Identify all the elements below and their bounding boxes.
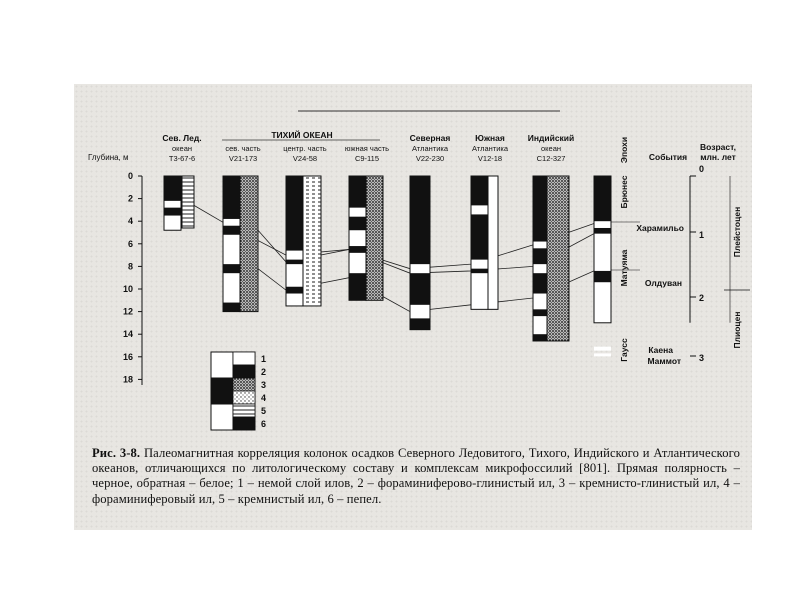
legend-number: 5 [261, 406, 267, 416]
depth-tick-label: 8 [127, 261, 133, 272]
events-label: События [648, 152, 688, 162]
age-label-line-2: млн. лет [700, 152, 736, 162]
legend-number: 1 [261, 354, 267, 364]
normal-polarity-segment [349, 217, 366, 231]
scale-normal-segment [594, 176, 611, 221]
normal-polarity-segment [164, 208, 181, 216]
column-6-top: Южная [475, 133, 505, 143]
legend-swatch [233, 378, 255, 391]
core-column [533, 176, 569, 341]
depth-tick-label: 6 [127, 238, 133, 249]
normal-polarity-segment [410, 273, 430, 305]
depth-axis-label: Глубина, м [88, 153, 129, 162]
depth-tick-label: 16 [122, 351, 133, 362]
epoch-matuyama: Матуяма [619, 249, 629, 287]
scale-normal-segment [594, 228, 611, 234]
column-5-mid: Атлантика [411, 144, 449, 153]
depth-tick-label: 12 [122, 306, 133, 317]
column-4-mid: южная часть [344, 144, 390, 153]
epoch-gauss: Гаусс [619, 338, 629, 362]
normal-polarity-segment [223, 264, 240, 273]
legend-number: 2 [261, 367, 267, 377]
column-1-top: Сев. Лед. [162, 133, 202, 143]
normal-polarity-segment [286, 176, 303, 251]
core-column [349, 176, 383, 300]
epochs-label: Эпохи [619, 136, 629, 164]
column-4-code: С9-115 [354, 154, 380, 163]
pacific-ocean-label: ТИХИЙ ОКЕАН [271, 130, 333, 140]
lithology-strip [240, 176, 258, 312]
column-2-mid: сев. часть [225, 144, 261, 153]
normal-polarity-segment [223, 176, 240, 219]
column-7-mid: океан [540, 144, 562, 153]
core-column [286, 176, 321, 306]
caption-text: Палеомагнитная корреляция колонок осадков Северного Ледовитого, Тихого, Индийского и Атлантического океанов, отличающихся по литологическому составу и комплексам микрофоссилий [801]. Прямая полярность – черное, обратная – белое; 1 – немой слой илов, 2 – фораминиферово-глинистый ил, 3 – кремнисто-глинистый ил, 4 – фораминиферовый ил, 5 – кремнистый ил, 6 – пепел. [92, 446, 741, 506]
age-label-line-1: Возраст, [700, 142, 736, 152]
age-tick-2: 2 [699, 293, 705, 303]
depth-tick-label: 10 [122, 284, 133, 294]
column-3-code: V24-58 [292, 154, 318, 163]
epoch-brunhes: Брюнес [619, 175, 629, 209]
normal-polarity-segment [349, 176, 366, 208]
column-3-mid: центр. часть [283, 144, 327, 153]
depth-tick-label: 4 [127, 216, 133, 227]
normal-polarity-segment [410, 176, 430, 264]
lithology-legend [211, 352, 266, 430]
column-5-top: Северная [409, 133, 451, 143]
geomagnetic-scale [594, 137, 750, 366]
normal-polarity-segment [223, 303, 240, 312]
core-column [164, 176, 194, 230]
legend-swatch [233, 404, 255, 417]
event-kaena: Каена [648, 345, 673, 355]
normal-polarity-segment [471, 269, 488, 274]
column-7-top: Индийский [527, 133, 575, 143]
depth-axis [123, 171, 142, 385]
column-2-code: V21-173 [228, 154, 258, 163]
normal-polarity-segment [533, 176, 547, 242]
column-1-mid: океан [171, 144, 193, 153]
event-jaramillo: Харамильо [636, 223, 684, 233]
age-tick-1: 1 [699, 230, 705, 240]
period-pleistocene: Плейстоцен [732, 206, 742, 258]
normal-polarity-segment [533, 334, 547, 341]
normal-polarity-segment [349, 273, 366, 300]
column-5-code: V22-230 [415, 154, 445, 163]
event-olduvai: Олдуван [644, 278, 682, 288]
core-column [471, 176, 498, 309]
legend-swatch [233, 417, 255, 430]
normal-polarity-segment [286, 260, 303, 265]
normal-polarity-segment [533, 248, 547, 264]
column-1-code: Т3-67-6 [168, 154, 196, 163]
caption-figure-number: Рис. 3-8. [92, 446, 141, 460]
lithology-strip [182, 176, 194, 228]
normal-polarity-segment [223, 226, 240, 235]
figure-caption [92, 446, 740, 507]
depth-tick-label: 14 [122, 329, 133, 340]
normal-polarity-segment [533, 273, 547, 293]
depth-tick-label: 0 [127, 171, 133, 181]
legend-swatch [233, 352, 255, 365]
legend-swatch [233, 391, 255, 404]
legend-swatch [233, 365, 255, 378]
period-pliocene: Плиоцен [732, 311, 742, 349]
column-6-code: V12-18 [477, 154, 503, 163]
normal-polarity-segment [286, 287, 303, 294]
normal-polarity-segment [471, 176, 488, 205]
age-tick-3: 3 [699, 353, 705, 363]
lithology-strip [303, 176, 321, 306]
depth-tick-label: 18 [122, 374, 133, 385]
normal-polarity-segment [164, 176, 181, 201]
normal-polarity-segment [349, 246, 366, 253]
column-7-code: С12-327 [536, 154, 566, 163]
age-tick-0: 0 [699, 164, 705, 174]
column-6-mid: Атлантика [471, 144, 509, 153]
lithology-strip [366, 176, 383, 300]
lithology-strip [547, 176, 569, 341]
core-column [223, 176, 258, 312]
scale-normal-segment [594, 271, 611, 282]
event-mammoth: Маммот [647, 356, 681, 366]
lithology-strip [488, 176, 498, 309]
depth-tick-label: 2 [127, 193, 133, 204]
legend-number: 6 [261, 419, 267, 429]
normal-polarity-segment [533, 309, 547, 316]
normal-polarity-segment [410, 318, 430, 329]
normal-polarity-segment [471, 214, 488, 259]
legend-number: 3 [261, 380, 267, 390]
core-column [410, 176, 430, 330]
legend-number: 4 [261, 393, 267, 403]
sediment-cores [164, 176, 569, 341]
